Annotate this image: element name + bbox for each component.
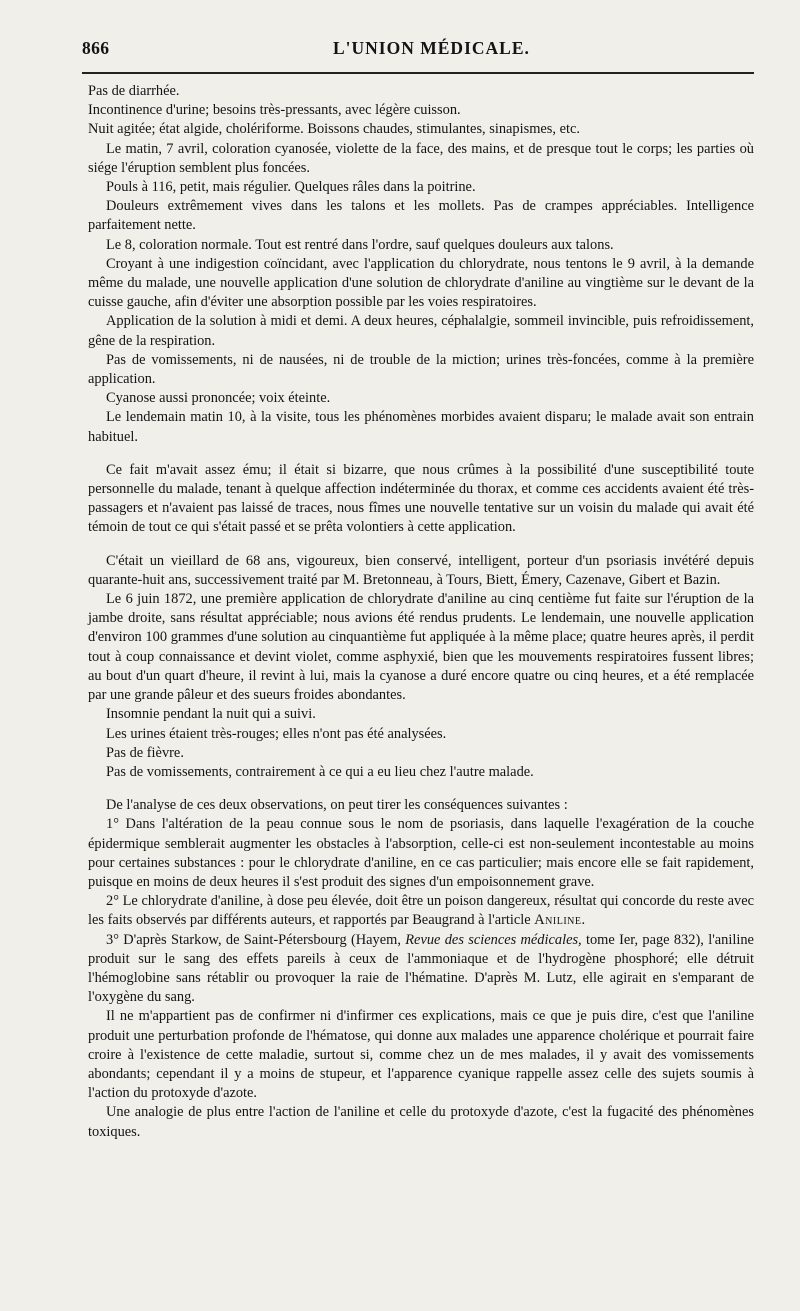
paragraph: Pouls à 116, petit, mais régulier. Quelques râles dans la poitrine.: [106, 179, 476, 196]
paragraph: Le 8, coloration normale. Tout est rentré dans l'ordre, sauf quelques douleurs aux talons.: [106, 236, 614, 253]
journal-title: Revue des sciences médicales,: [405, 931, 582, 948]
paragraph: De l'analyse de ces deux observations, on peut tirer les conséquences suivantes :: [106, 797, 568, 814]
paragraph: Les urines étaient très-rouges; elles n'ont pas été analysées.: [106, 725, 447, 742]
article-reference: Aniline.: [534, 912, 586, 929]
paragraph: Application de la solution à midi et demi. A deux heures, céphalalgie, sommeil invincible, puis refroidissement, gêne de la respiration.: [88, 313, 754, 349]
paragraph: Pas de fièvre.: [106, 744, 184, 761]
paragraph-text: 3° D'après Starkow, de Saint-Pétersbourg (Hayem,: [106, 931, 401, 948]
paragraph: Le matin, 7 avril, coloration cyanosée, violette de la face, des mains, et de presque tout le corps; les parties où siége l'éruption semblent plus foncées.: [88, 140, 754, 176]
header-rule: [82, 72, 754, 74]
paragraph: Pas de diarrhée.: [88, 83, 180, 99]
paragraph: Pas de vomissements, ni de nausées, ni de trouble de la miction; urines très-foncées, comme à la première application.: [88, 351, 754, 388]
paragraph: Incontinence d'urine; besoins très-pressants, avec légère cuisson.: [88, 102, 461, 119]
page-header: [82, 38, 754, 72]
paragraph: Nuit agitée; état algide, cholériforme. Boissons chaudes, stimulantes, sinapismes, etc.: [88, 121, 580, 138]
paragraph-text: tome Ier, page 832), l'aniline produit sur le sang des effets pareils à ceux de l'ammoniaque et de l'hydrogène phosphoré; elle détruit l'hémoglobine sans rétablir ou provoquer la raie de l'hématine. D'après M. Lutz, elle agirait en s'emparant de l'oxygène du sang.: [88, 931, 754, 1006]
paragraph: Il ne m'appartient pas de confirmer ni d'infirmer ces explications, mais ce que je puis dire, c'est que l'aniline produit une perturbation profonde de l'hématose, qui donne aux malades une apparence cholérique et pourrait faire croire à l'existence de cette maladie, surtout si, comme chez un de mes malades, il y avait des vomissements abondants; cependant il y a moins de stupeur, et l'apparence cyanique rappelle assez celle des sujets soumis à l'action du protoxyde d'azote.: [88, 1008, 754, 1102]
page-number: 866: [82, 38, 110, 58]
paragraph: Croyant à une indigestion coïncidant, avec l'application du chlorydrate, nous tentons le 9 avril, à la demande même du malade, une nouvelle application d'une solution de chlorydrate d'aniline au vingtième sur le devant de la cuisse gauche, afin d'éviter une absorption possible par les voies respiratoires.: [88, 255, 754, 311]
paragraph: 1° Dans l'altération de la peau connue sous le nom de psoriasis, dans laquelle l'exagération de la couche épidermique semblerait augmenter les obstacles à l'absorption, celle-ci est non-seulement incontestable au moins pour certaines substances : pour le chlorydrate d'aniline, en ce cas particulier; mais encore elle se fait rapidement, puisque en moins de deux heures il s'est produit des signes d'un empoisonnement grave.: [88, 816, 754, 890]
paragraph: C'était un vieillard de 68 ans, vigoureux, bien conservé, intelligent, porteur d'un psoriasis invétéré depuis quarante-huit ans, successivement traité par M. Bretonneau, à Tours, Biett, Émery, Cazenave, Gibert et Bazin.: [88, 552, 754, 588]
article-body: [88, 82, 754, 1142]
paragraph: Insomnie pendant la nuit qui a suivi.: [106, 706, 316, 723]
paragraph: Pas de vomissements, contrairement à ce qui a eu lieu chez l'autre malade.: [106, 763, 534, 780]
paragraph: [88, 892, 754, 930]
paragraph-text: 2° Le chlorydrate d'aniline, à dose peu élevée, doit être un poison dangereux, résultat qui concorde du reste avec les faits observés par différents auteurs, et rapportés par Beaugrand à l'article: [88, 893, 754, 929]
paragraph: Ce fait m'avait assez ému; il était si bizarre, que nous crûmes à la possibilité d'une susceptibilité toute personnelle du malade, tenant à quelque affection indéterminée du thorax, et comme ces accidents avaient été très-passagers et n'avaient pas laissé de traces, nous fîmes une nouvelle tentative sur un voisin du malade qui avait été témoin de tout ce qui s'était passé et se prêta volontiers à cette application.: [88, 461, 754, 536]
paragraph: Le 6 juin 1872, une première application de chlorydrate d'aniline au cinq centième fut faite sur l'éruption de la jambe droite, sans résultat appréciable; nous avions été rendus prudents. Le lendemain, une nouvelle application d'environ 100 grammes d'une solution au cinquantième fut appliquée à la même place; quatre heures après, il perdit tout à coup connaissance et devint violet, comme asphyxié, bien que les mouvements respiratoires fussent libres; au bout d'un quart d'heure, il revint à lui, mais la cyanose a duré encore quatre ou cinq heures, et a été remplacée par une grande pâleur et des sueurs froides abondantes.: [88, 591, 754, 704]
paragraph: [88, 931, 754, 1008]
paragraph: Une analogie de plus entre l'action de l'aniline et celle du protoxyde d'azote, c'est la fugacité des phénomènes toxiques.: [88, 1104, 754, 1140]
paragraph: Cyanose aussi prononcée; voix éteinte.: [106, 390, 331, 407]
paragraph: Le lendemain matin 10, à la visite, tous les phénomènes morbides avaient disparu; le malade avait son entrain habituel.: [88, 409, 754, 445]
paragraph: Douleurs extrêmement vives dans les talons et les mollets. Pas de crampes appréciables. Intelligence parfaitement nette.: [88, 198, 754, 234]
running-title: L'UNION MÉDICALE.: [333, 38, 530, 58]
